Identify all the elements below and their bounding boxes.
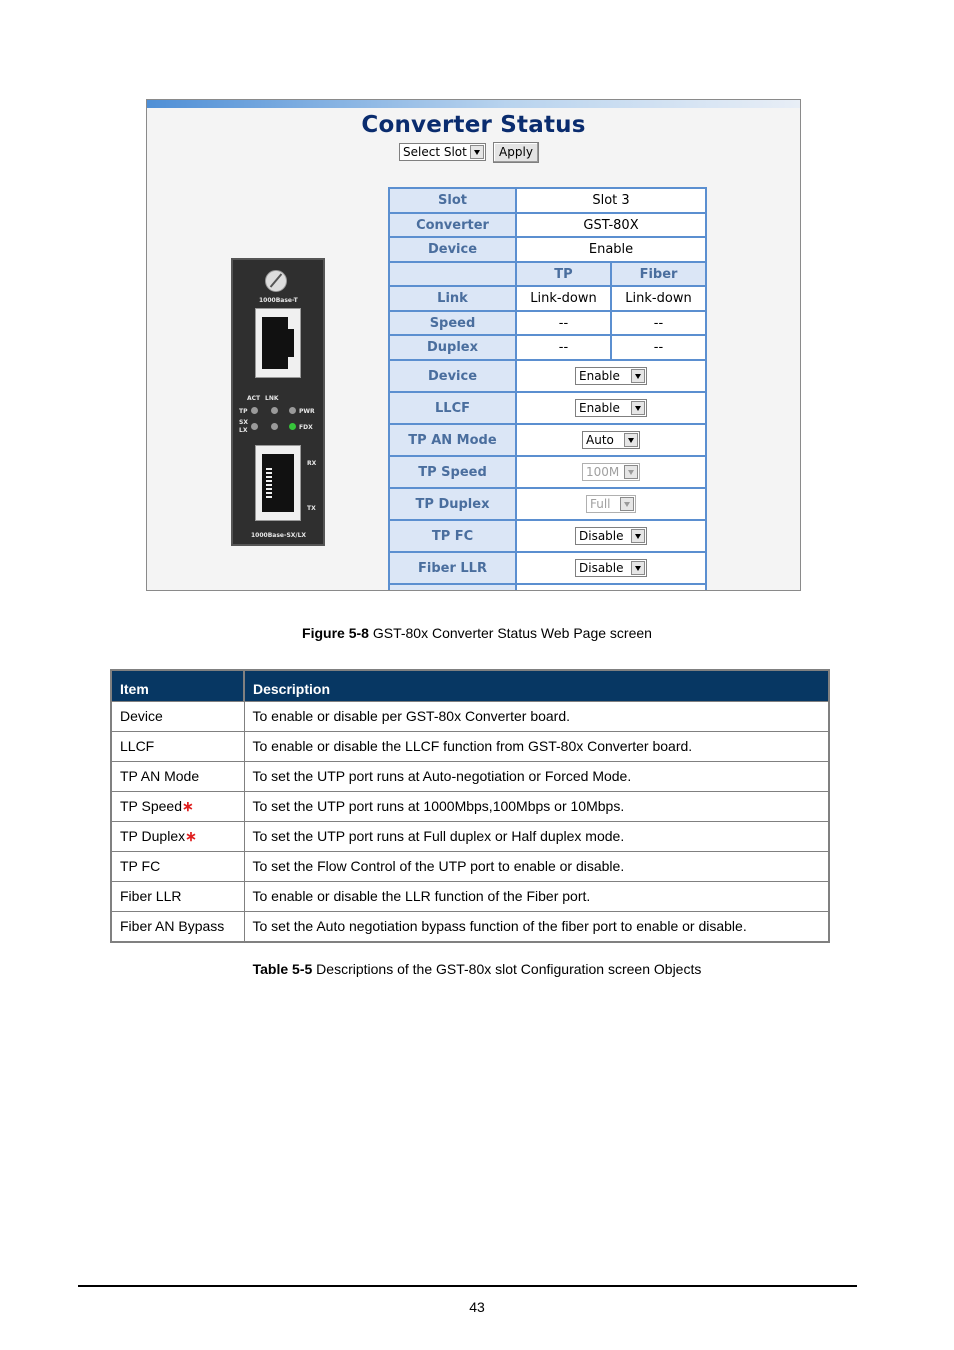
fiber-llr-dropdown[interactable] [575, 559, 647, 577]
tp-speed-cell [517, 457, 705, 487]
select-slot-dropdown[interactable] [399, 143, 486, 161]
llcf-dropdown-value: Enable [579, 401, 620, 415]
figure-caption [0, 625, 954, 641]
act-label: ACT [247, 395, 261, 402]
table-row [112, 851, 828, 881]
llcf-label: LLCF [390, 393, 515, 423]
tp-speed-label: TP Speed [390, 457, 515, 487]
device-dropdown-value: Enable [579, 369, 620, 383]
description-table [110, 669, 830, 943]
converter-status-figure [146, 99, 801, 591]
table-row [112, 791, 828, 821]
fiber-llr-dropdown-value: Disable [579, 561, 624, 575]
link-tp-value: Link-down [517, 287, 610, 310]
tp-fc-cell [517, 521, 705, 551]
figure-caption-number: Figure 5-8 [302, 625, 369, 641]
item-cell [112, 791, 244, 821]
table-row [112, 731, 828, 761]
blank-header-cell [390, 263, 515, 285]
item-cell: Fiber LLR [112, 881, 244, 911]
tp-header: TP [517, 263, 610, 285]
table-row [112, 761, 828, 791]
table-row [112, 821, 828, 851]
card-bottom-label: 1000Base-SX/LX [251, 532, 307, 539]
description-cell: To set the Flow Control of the UTP port to enable or disable. [244, 851, 828, 881]
table-row [112, 911, 828, 941]
fiber-port [255, 445, 301, 521]
converter-label: Converter [390, 214, 515, 236]
item-text: TP Duplex [120, 827, 186, 844]
chevron-down-icon [631, 529, 645, 543]
converter-value: GST-80X [517, 214, 705, 236]
table-row [112, 881, 828, 911]
device-dropdown[interactable] [575, 367, 647, 385]
description-cell: To set the UTP port runs at Full duplex or Half duplex mode. [244, 821, 828, 851]
item-column-header: Item [112, 671, 244, 701]
apply-button[interactable]: Apply [493, 142, 539, 163]
slot-value: Slot 3 [517, 189, 705, 212]
table-caption-number: Table 5-5 [252, 961, 313, 977]
link-label: Link [390, 287, 515, 310]
fiber-header: Fiber [612, 263, 705, 285]
led-icon [271, 423, 278, 430]
description-column-header: Description [244, 671, 828, 701]
tp-an-mode-cell [517, 425, 705, 455]
chevron-down-icon [620, 497, 634, 511]
fdx-label: FDX [299, 424, 313, 431]
tp-speed-dropdown-value: 100M [586, 465, 620, 479]
tp-an-mode-dropdown-value: Auto [586, 433, 614, 447]
duplex-tp-value: -- [517, 336, 610, 359]
fiber-llr-cell [517, 553, 705, 583]
chevron-down-icon [624, 465, 638, 479]
select-slot-label: Select Slot [403, 145, 467, 159]
tp-duplex-dropdown[interactable] [586, 495, 636, 513]
table-row [112, 701, 828, 731]
chevron-down-icon [631, 369, 645, 383]
tp-fc-dropdown[interactable] [575, 527, 647, 545]
table-header-row [112, 671, 828, 701]
page-number: 43 [469, 1299, 485, 1315]
tp-an-mode-label: TP AN Mode [390, 425, 515, 455]
tp-duplex-cell [517, 489, 705, 519]
pwr-label: PWR [299, 408, 315, 415]
item-cell [112, 821, 244, 851]
figure-caption-text: GST-80x Converter Status Web Page screen [368, 625, 652, 641]
tp-duplex-dropdown-value: Full [590, 497, 611, 511]
slot-label: Slot [390, 189, 515, 212]
description-cell: To enable or disable the LLCF function from GST-80x Converter board. [244, 731, 828, 761]
sx-label: SX [239, 419, 248, 426]
led-icon [271, 407, 278, 414]
led-icon [251, 423, 258, 430]
duplex-fiber-value: -- [612, 336, 705, 359]
led-icon [251, 407, 258, 414]
table-caption-text: Descriptions of the GST-80x slot Configuration screen Objects [312, 961, 702, 977]
link-fiber-value: Link-down [612, 287, 705, 310]
description-cell: To enable or disable per GST-80x Converter board. [244, 701, 828, 731]
chevron-down-icon [631, 561, 645, 575]
lnk-label: LNK [265, 395, 279, 402]
item-cell: TP AN Mode [112, 761, 244, 791]
description-cell: To enable or disable the LLR function of the Fiber port. [244, 881, 828, 911]
tx-label: TX [307, 505, 316, 512]
converter-status-title: Converter Status [361, 112, 586, 138]
chevron-down-icon [631, 401, 645, 415]
tp-fc-dropdown-value: Disable [579, 529, 624, 543]
duplex-label: Duplex [390, 336, 515, 359]
fiber-llr-label: Fiber LLR [390, 553, 515, 583]
footer-divider [78, 1285, 857, 1287]
item-text: TP Speed [120, 797, 183, 814]
tp-fc-label: TP FC [390, 521, 515, 551]
speed-label: Speed [390, 312, 515, 334]
description-cell: To set the Auto negotiation bypass function of the fiber port to enable or disable. [244, 911, 828, 941]
tp-duplex-label: TP Duplex [390, 489, 515, 519]
device-label: Device [390, 361, 515, 391]
led-icon [289, 407, 296, 414]
rj45-port [255, 308, 301, 378]
item-cell: LLCF [112, 731, 244, 761]
table-caption [0, 961, 954, 977]
llcf-cell [517, 393, 705, 423]
tp-label: TP [239, 408, 248, 415]
led-on-icon [289, 423, 296, 430]
device-cell [517, 361, 705, 391]
title-bar [147, 100, 800, 108]
asterisk-icon: ∗ [182, 797, 194, 814]
converter-card-image [231, 258, 325, 546]
speed-tp-value: -- [517, 312, 610, 334]
status-grid [388, 187, 707, 591]
description-cell: To set the UTP port runs at 1000Mbps,100Mbps or 10Mbps. [244, 791, 828, 821]
chevron-down-icon [624, 433, 638, 447]
item-cell: TP FC [112, 851, 244, 881]
item-cell: Fiber AN Bypass [112, 911, 244, 941]
asterisk-icon: ∗ [185, 827, 197, 844]
lx-label: LX [239, 427, 248, 434]
description-cell: To set the UTP port runs at Auto-negotiation or Forced Mode. [244, 761, 828, 791]
cutoff-row-label [390, 585, 515, 591]
device-state-value: Enable [517, 238, 705, 261]
chevron-down-icon [470, 145, 484, 159]
tp-an-mode-dropdown[interactable] [582, 431, 640, 449]
rx-label: RX [307, 460, 317, 467]
llcf-dropdown[interactable] [575, 399, 647, 417]
device-state-label: Device [390, 238, 515, 261]
screw-icon [265, 270, 287, 292]
tp-speed-dropdown[interactable] [582, 463, 640, 481]
speed-fiber-value: -- [612, 312, 705, 334]
item-cell: Device [112, 701, 244, 731]
card-top-label: 1000Base-T [259, 297, 298, 304]
cutoff-row-cell [517, 585, 705, 591]
